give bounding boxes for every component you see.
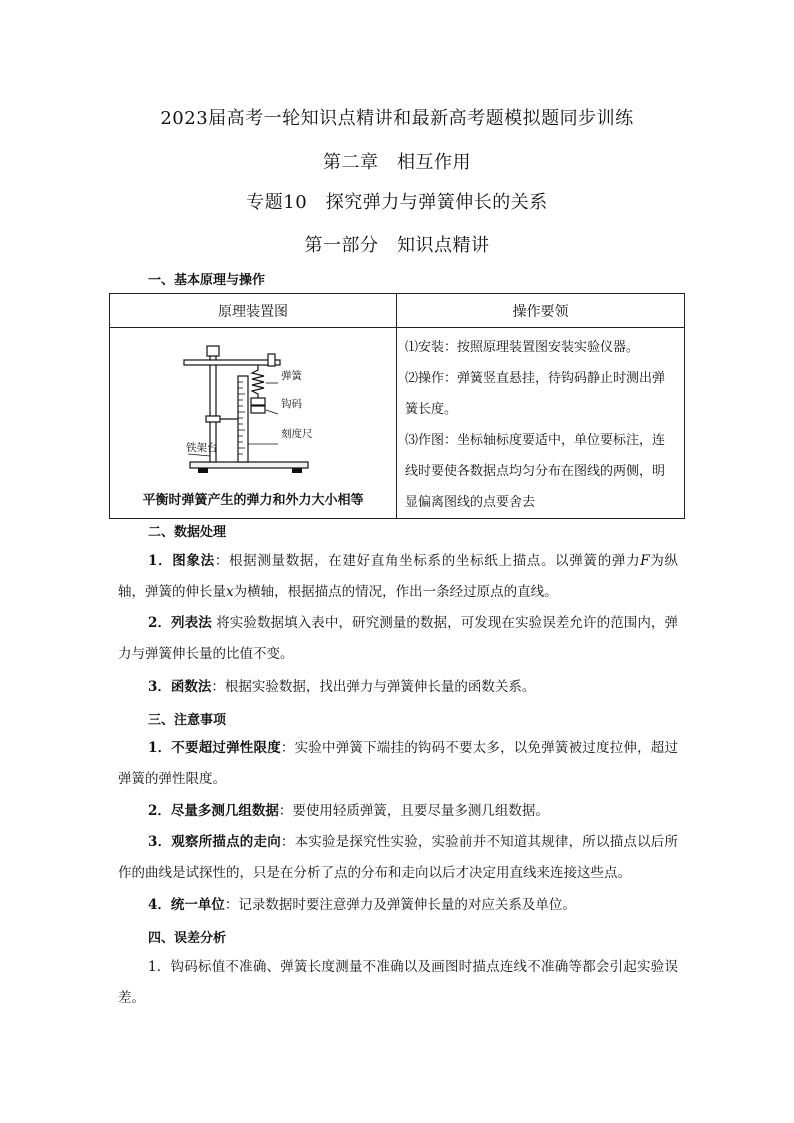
col1-header: 原理装置图	[110, 294, 397, 328]
top-arm	[184, 360, 280, 365]
weight-2	[251, 406, 265, 413]
col2-header: 操作要领	[397, 294, 685, 328]
lower-clamp	[206, 416, 220, 422]
data-method-graph: 1．图象法：根据测量数据，在建好直角坐标系的坐标纸上描点。以弹簧的弹力F为纵轴，弹簧的伸长量x为横轴，根据描点的情况，作出一条经过原点的直线。	[118, 553, 679, 600]
data-method-table: 2．列表法 将实验数据填入表中，研究测量的数据，可发现在实验误差允许的范围内，弹力与弹簧伸长量的比值不变。	[118, 615, 678, 662]
part-title: 第一部分 知识点精讲	[304, 235, 490, 256]
note-trend: 3．观察所描点的走向：本实验是探究性实验，实验前并不知道其规律，所以描点以后所作的曲线是试探性的，只是在分析了点的分布和走向以后才决定用直线来连接这些点。	[118, 834, 679, 881]
apparatus-diagram	[170, 336, 360, 476]
stand-foot-left	[198, 468, 208, 473]
op-plot: ⑶作图：坐标轴标度要适中，单位要标注，连线时要使各数据点均匀分布在图线的两侧，明显偏离图线的点要舍去	[405, 433, 666, 510]
chapter-title: 第二章 相互作用	[323, 152, 471, 173]
ruler	[238, 376, 248, 462]
top-clamp	[207, 346, 219, 356]
op-install: ⑴安装：按照原理装置图安装实验仪器。	[405, 340, 640, 355]
stand-base	[190, 462, 308, 468]
data-method-function: 3．函数法：根据实验数据，找出弹力与弹簧伸长量的函数关系。	[148, 679, 536, 695]
note-units: 4．统一单位：记录数据时要注意弹力及弹簧伸长量的对应关系及单位。	[148, 897, 576, 913]
label-stand: 铁架台	[186, 442, 218, 454]
section2-heading: 二、数据处理	[148, 525, 227, 540]
method-graph-lead: 1．图象法	[148, 553, 215, 569]
section3-heading: 三、注意事项	[148, 713, 227, 728]
section1-heading: 一、基本原理与操作	[148, 273, 266, 288]
apparatus-figure-cell	[110, 328, 397, 519]
label-spring: 弹簧	[281, 370, 302, 382]
section4-heading: 四、误差分析	[148, 931, 227, 946]
var-F: F	[640, 553, 650, 569]
principle-table	[109, 293, 685, 519]
weight-leader	[266, 410, 278, 414]
topic-title: 专题10 探究弹力与弹簧伸长的关系	[246, 192, 548, 213]
weight-1	[251, 398, 265, 405]
label-weight: 钩码	[281, 398, 302, 410]
operation-steps	[397, 328, 685, 519]
figure-caption: 平衡时弹簧产生的弹力和外力大小相等	[142, 493, 364, 508]
op-operate: ⑵操作：弹簧竖直悬挂，待钩码静止时测出弹簧长度。	[405, 371, 666, 417]
note-more-data: 2．尽量多测几组数据：要使用轻质弹簧，且要尽量多测几组数据。	[148, 803, 549, 819]
note-elastic-limit: 1．不要超过弹性限度：实验中弹簧下端挂的钩码不要太多，以免弹簧被过度拉伸，超过弹簧的弹性限度。	[118, 740, 679, 787]
arm-clamp	[268, 354, 275, 366]
spring	[252, 365, 264, 398]
stand-foot-right	[292, 468, 302, 473]
error-analysis-1: 1．钩码标值不准确、弹簧长度测量不准确以及画图时描点连线不准确等都会引起实验误差。	[118, 959, 678, 1006]
series-title: 2023届高考一轮知识点精讲和最新高考题模拟题同步训练	[160, 108, 634, 129]
var-x: x	[226, 584, 234, 600]
label-ruler: 刻度尺	[281, 428, 313, 440]
